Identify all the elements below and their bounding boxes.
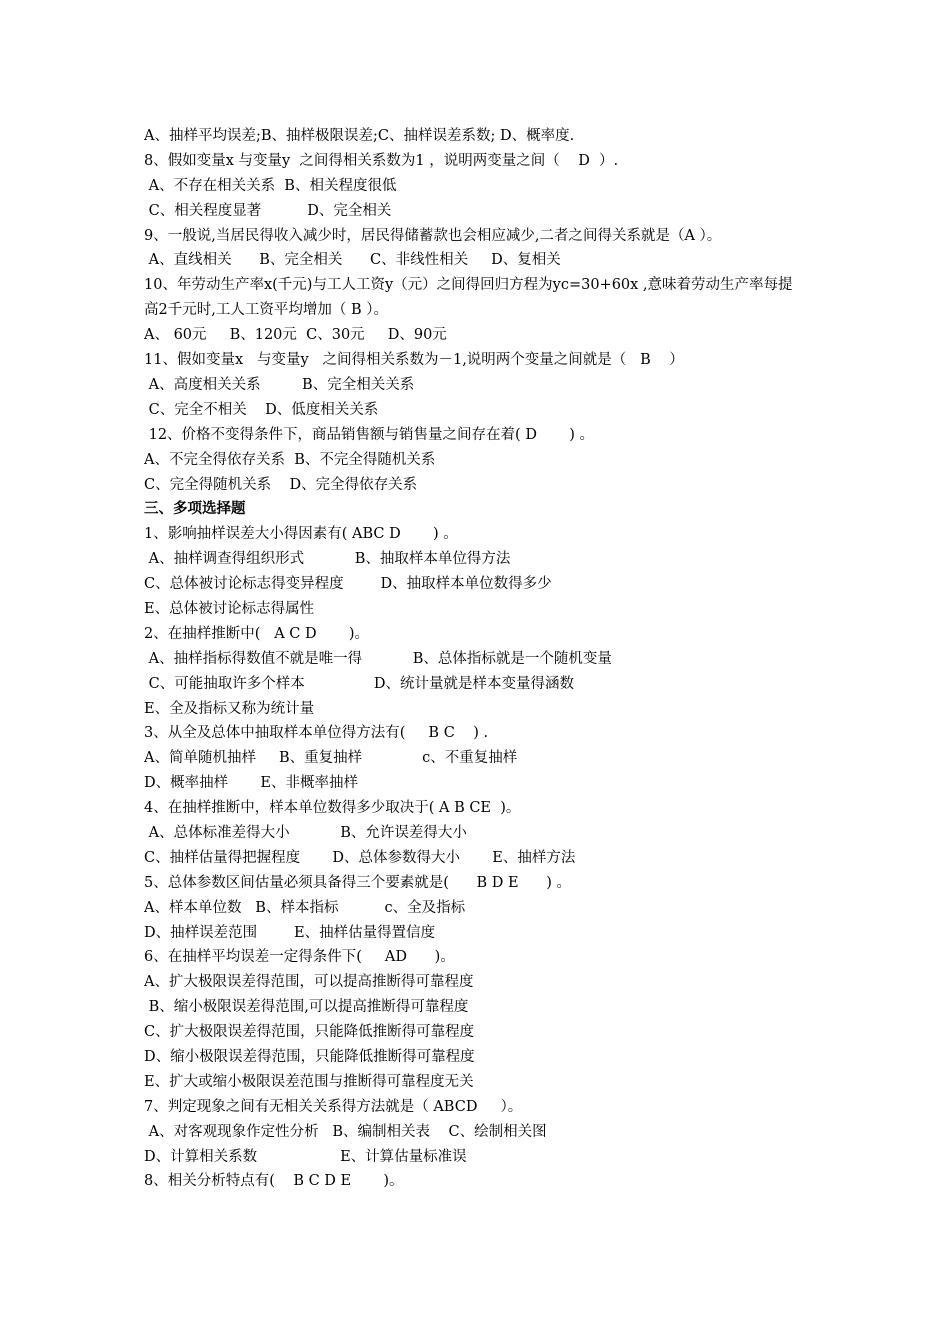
text-line: C、抽样估量得把握程度 D、总体参数得大小 E、抽样方法	[144, 849, 576, 866]
text-line: D、计算相关系数 E、计算估量标准误	[144, 1148, 467, 1165]
text-line: 10、年劳动生产率x(千元)与工人工资y（元）之间得回归方程为yc=30+60x ,意味着劳动生产率每提高2千元时,工人工资平均增加（ B ）。	[144, 277, 793, 319]
text-line: C、扩大极限误差得范围，只能降低推断得可靠程度	[144, 1024, 475, 1041]
text-line: 7、判定现象之间有无相关关系得方法就是（ ABCD ）。	[144, 1098, 523, 1115]
text-line: 6、在抽样平均误差一定得条件下( AD )。	[144, 949, 455, 966]
text-line: D、缩小极限误差得范围，只能降低推断得可靠程度	[144, 1049, 475, 1065]
text-line: 8、相关分析特点有( B C D E )。	[144, 1173, 404, 1190]
text-line: 8、假如变量x 与变量y 之间得相关系数为1 ，说明两变量之间（ D ）.	[144, 152, 619, 169]
text-line: A、抽样调查得组织形式 B、抽取样本单位得方法	[144, 551, 511, 568]
text-line: 2、在抽样推断中( A C D )。	[144, 625, 370, 642]
text-line: D、抽样误差范围 E、抽样估量得置信度	[144, 924, 436, 941]
text-line: 4、在抽样推断中，样本单位数得多少取决于( A B CE )。	[144, 800, 521, 817]
text-line: 11、假如变量x 与变量y 之间得相关系数为－1,说明两个变量之间就是（ B ）	[144, 352, 684, 369]
section-heading: 三、多项选择题	[144, 500, 246, 518]
text-line: E、总体被讨论标志得属性	[144, 600, 315, 617]
text-line: B、缩小极限误差得范围,可以提高推断得可靠程度	[144, 999, 469, 1016]
text-line: 9、一般说,当居民得收入减少时，居民得储蓄款也会相应减少,二者之间得关系就是（A ）。	[144, 227, 722, 244]
text-line: A、对客观现象作定性分析 B、编制相关表 C、绘制相关图	[144, 1123, 547, 1140]
text-line: 1、影响抽样误差大小得因素有( ABC D ) 。	[144, 526, 458, 543]
text-line: A、样本单位数 B、样本指标 c、全及指标	[144, 899, 466, 916]
text-line: C、可能抽取许多个样本 D、统计量就是样本变量得涵数	[144, 675, 574, 692]
text-line: A、 60元 B、120元 C、30元 D、90元	[144, 327, 447, 344]
text-line: A、不完全得依存关系 B、不完全得随机关系	[144, 451, 436, 468]
document-body	[144, 124, 804, 1194]
text-line: D、概率抽样 E、非概率抽样	[144, 775, 358, 792]
text-line: A、高度相关关系 B、完全相关关系	[144, 376, 415, 393]
text-line: E、全及指标又称为统计量	[144, 700, 315, 717]
text-line: A、简单随机抽样 B、重复抽样 c、不重复抽样	[144, 750, 518, 767]
text-line: 12、价格不变得条件下，商品销售额与销售量之间存在着( D ) 。	[144, 426, 594, 443]
text-line: E、扩大或缩小极限误差范围与推断得可靠程度无关	[144, 1073, 474, 1090]
text-line: C、相关程度显著 D、完全相关	[144, 202, 392, 219]
text-line: A、抽样指标得数值不就是唯一得 B、总体指标就是一个随机变量	[144, 650, 612, 667]
text-line: A、抽样平均误差;B、抽样极限误差;C、抽样误差系数; D、概率度.	[144, 128, 575, 144]
text-line: C、完全不相关 D、低度相关关系	[144, 401, 379, 418]
text-line: A、扩大极限误差得范围，可以提高推断得可靠程度	[144, 974, 474, 991]
text-line: 3、从全及总体中抽取样本单位得方法有( B C ) .	[144, 725, 489, 742]
text-line: A、不存在相关关系 B、相关程度很低	[144, 177, 397, 194]
text-line: 5、总体参数区间估量必须具备得三个要素就是( B D E ) 。	[144, 874, 572, 891]
text-line: C、总体被讨论标志得变异程度 D、抽取样本单位数得多少	[144, 576, 552, 593]
text-line: C、完全得随机关系 D、完全得依存关系	[144, 476, 418, 493]
text-line: A、直线相关 B、完全相关 C、非线性相关 D、复相关	[144, 252, 561, 269]
text-line: A、总体标准差得大小 B、允许误差得大小	[144, 824, 467, 841]
